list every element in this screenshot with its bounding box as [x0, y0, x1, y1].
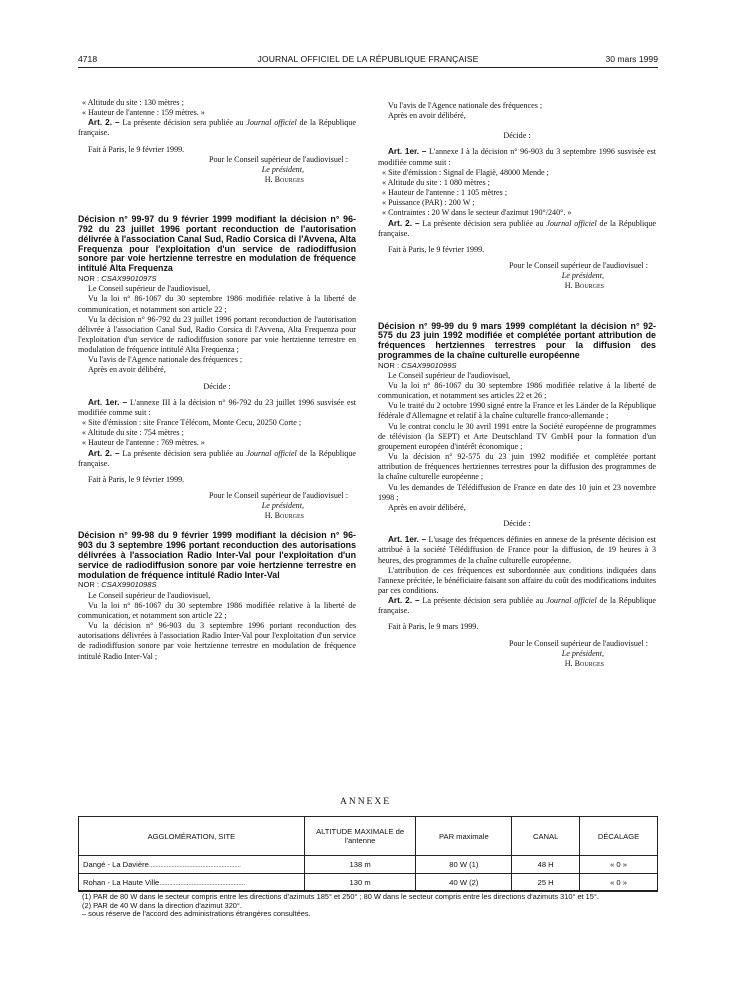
- table-cell: 48 H: [512, 856, 580, 874]
- table-cell: 130 m: [304, 874, 416, 892]
- paragraph: Le Conseil supérieur de l'audiovisuel,: [88, 590, 211, 600]
- table-header-row: [79, 817, 658, 856]
- page-number: 4718: [78, 54, 98, 64]
- paragraph: Vu la décision n° 96-792 du 23 juillet 1996 portant reconduction de l'autorisation délivrée à l'association Canal Sud, Radio Corsica di l'Avvena, Alta Frequenza pour l'exploitation d'un service de radiodiffusion sonore par voie hertzienne terrestre en modulation de fréquence intitulé Alta Frequenza ;: [78, 314, 356, 355]
- signature-for: Pour le Conseil supérieur de l'audiovisuel :: [208, 491, 348, 500]
- paragraph: Après en avoir délibéré,: [388, 111, 466, 121]
- table-cell: 25 H: [512, 874, 580, 892]
- table-row: [79, 856, 658, 874]
- signature-name: H. Bourges: [264, 511, 304, 521]
- column-header: ALTITUDE MAXIMALE de l'antenne: [304, 817, 416, 856]
- signature-for: Pour le Conseil supérieur de l'audiovisuel :: [508, 261, 648, 271]
- article-2: Art. 2. – La présente décision sera publiée au Journal officiel de la République française.: [78, 448, 356, 468]
- column-header: AGGLOMÉRATION, SITE: [79, 817, 305, 856]
- paragraph: Vu la décision n° 92-575 du 23 juin 1992 modifiée et complétée portant attribution de fréquences hertziennes terrestres pour la diffusion des programmes de la chaîne culturelle européenne ;: [378, 452, 656, 482]
- signature-name: H. Bourges: [564, 281, 604, 291]
- paragraph: Le Conseil supérieur de l'audiovisuel,: [388, 370, 511, 380]
- article-2: Art. 2. – La présente décision sera publiée au Journal officiel de la République française.: [378, 218, 656, 238]
- table-cell: « 0 »: [580, 874, 658, 892]
- fait-line: Fait à Paris, le 9 février 1999.: [88, 144, 185, 154]
- decision-title: Décision n° 99-98 du 9 février 1999 modifiant la décision n° 96-903 du 3 septembre 1996 portant reconduction des autorisations délivrées à l'association Radio Inter-Val pour l'exploitation d'un service de radiodiffusion sonore par voie hertzienne terrestre en modulation de fréquence intitulé Radio Inter-Val: [78, 530, 356, 580]
- signature-role: Le président,: [261, 501, 304, 511]
- footnote: (1) PAR de 80 W dans le secteur compris entre les directions d'azimuts 185° et 250° ; 80 W dans le secteur compris entre les directions d'azimuts 310° et 15°.: [82, 892, 599, 901]
- fait-line: Fait à Paris, le 9 février 1999.: [88, 474, 185, 484]
- decide-line: Décide :: [503, 131, 531, 141]
- nor-reference: NOR : CSAX9901098S: [78, 580, 157, 590]
- decide-line: Décide :: [503, 519, 531, 529]
- journal-title: JOURNAL OFFICIEL DE LA RÉPUBLIQUE FRANÇAISE: [257, 54, 479, 64]
- paragraph: Vu le contrat conclu le 30 avril 1991 entre la Société européenne de programmes de télévision (la SEPT) et Arte Deutschland TV GmbH pour la formation d'un groupement européen d'intérêt économique ;: [378, 421, 656, 451]
- column-header: CANAL: [512, 817, 580, 856]
- fait-line: Fait à Paris, le 9 février 1999.: [388, 244, 485, 254]
- paragraph: Après en avoir délibéré,: [388, 502, 466, 512]
- paragraph: Vu la décision n° 96-903 du 3 septembre 1996 portant reconduction des autorisations délivrées à l'association Radio Inter-Val pour l'exploitation d'un service de radiodiffusion sonore par voie hertzienne terrestre en modulation de fréquence intitulé Radio Inter-Val ;: [78, 621, 356, 661]
- decide-line: Décide :: [203, 381, 231, 391]
- left-column: [78, 98, 356, 662]
- annex-table: [78, 816, 658, 892]
- article-2: Art. 2. – La présente décision sera publiée au Journal officiel de la République française.: [378, 596, 656, 616]
- column-header: DÉCALAGE: [580, 817, 658, 856]
- decision-title: Décision n° 99-99 du 9 mars 1999 complétant la décision n° 92-575 du 23 juin 1992 modifiée et complétée portant attribution de fréquences hertziennes terrestres pour la diffusion des programmes de la chaîne culturelle européenne: [378, 320, 656, 360]
- signature-role: Le président,: [561, 648, 604, 658]
- paragraph: Vu la loi n° 86-1067 du 30 septembre 1986 modifiée relative à la liberté de communication, et notamment son article 22 ;: [78, 294, 356, 314]
- signature-name: H. Bourges: [564, 658, 604, 668]
- nor-reference: NOR : CSAX9901099S: [378, 360, 457, 370]
- paragraph: Après en avoir délibéré,: [88, 365, 166, 375]
- table-cell: Rohan - La Haute Ville.....................................................: [79, 874, 305, 892]
- list-item: « Hauteur de l'antenne : 769 mètres. »: [82, 438, 205, 448]
- paragraph: Le Conseil supérieur de l'audiovisuel,: [88, 284, 211, 294]
- paragraph: Vu le traité du 2 octobre 1990 signé entre la France et les Länder de la République fédérale d'Allemagne et relatif à la chaîne culturelle franco-allemande ;: [378, 401, 656, 421]
- table-cell: 80 W (1): [416, 856, 512, 874]
- paragraph: Vu la loi n° 86-1067 du 30 septembre 1986 modifiée relative à la liberté de communication, et notamment ses articles 22 et 26 ;: [378, 381, 656, 401]
- table-cell: Dangé - La Davière.........................................................: [79, 856, 305, 874]
- signature-role: Le président,: [561, 271, 604, 281]
- footnote: (2) PAR de 40 W dans la direction d'azimut 320°.: [82, 900, 242, 910]
- paragraph: Vu les demandes de Télédiffusion de France en date des 10 juin et 23 novembre 1998 ;: [378, 482, 656, 502]
- table-cell: 40 W (2): [416, 874, 512, 892]
- list-item: « Site d'émission : Signal de Flagiè, 48000 Mende ;: [382, 167, 549, 177]
- article-1: Art. 1er. – L'annexe I à la décision n° 96-903 du 3 septembre 1996 susvisée est modifiée comme suit :: [378, 147, 656, 167]
- column-header: PAR maximale: [416, 817, 512, 856]
- table-row: [79, 874, 658, 892]
- fait-line: Fait à Paris, le 9 mars 1999.: [388, 622, 479, 632]
- right-column: [378, 101, 656, 669]
- signature-for: Pour le Conseil supérieur de l'audiovisuel :: [208, 154, 348, 164]
- list-item: « Altitude du site : 1 080 mètres ;: [382, 177, 490, 187]
- paragraph: Vu l'avis de l'Agence nationale des fréquences ;: [388, 101, 543, 110]
- list-item: « Hauteur de l'antenne : 1 105 mètres ;: [382, 188, 508, 198]
- paragraph: Vu la loi n° 86-1067 du 30 septembre 1986 modifiée relative à la liberté de communication, et notamment son article 22 ;: [78, 600, 356, 620]
- page-header: [78, 54, 658, 68]
- nor-reference: NOR : CSAX9901097S: [78, 274, 157, 284]
- article-2: Art. 2. – La présente décision sera publiée au Journal officiel de la République française.: [78, 118, 356, 138]
- list-item: « Site d'émission : site France Télécom, Monte Cecu, 20250 Corte ;: [82, 418, 302, 428]
- list-item: « Puissance (PAR) : 200 W ;: [382, 198, 475, 208]
- list-item: « Hauteur de l'antenne : 159 mètres. »: [82, 108, 205, 118]
- decision-title: Décision n° 99-97 du 9 février 1999 modifiant la décision n° 96-792 du 23 juillet 1996 portant reconduction de l'autorisation délivrée à l'association Canal Sud, Radio Corsica di l'Avvena, Alta Frequenza pour l'exploitation d'un service de radiodiffusion sonore par voie hertzienne terrestre en modulation de fréquence intitulé Alta Frequenza: [78, 214, 356, 274]
- paragraph: Vu l'avis de l'Agence nationale des fréquences ;: [88, 355, 243, 365]
- annex-title: ANNEXE: [339, 797, 392, 807]
- list-item: « Altitude du site : 130 mètres ;: [82, 98, 184, 107]
- article-1: Art. 1er. – L'annexe III à la décision n° 96-792 du 23 juillet 1996 susvisée est modifiée comme suit :: [78, 397, 356, 417]
- annex-notes: [82, 893, 656, 919]
- issue-date: 30 mars 1999: [605, 54, 658, 64]
- table-cell: 138 m: [304, 856, 416, 874]
- footnote: – sous réserve de l'accord des administrations étrangères consultées.: [82, 909, 311, 919]
- header-rule: [78, 67, 658, 68]
- signature-name: H. Bourges: [264, 175, 304, 185]
- table-cell: « 0 »: [580, 856, 658, 874]
- article-1: Art. 1er. – L'usage des fréquences définies en annexe de la présente décision est attribué à la société Télédiffusion de France pour la diffusion, de 19 heures à 3 heures, des programmes de la chaîne culturelle européenne.: [378, 535, 656, 565]
- signature-for: Pour le Conseil supérieur de l'audiovisuel :: [508, 638, 648, 648]
- list-item: « Altitude du site : 754 mètres ;: [82, 428, 184, 438]
- list-item: « Contraintes : 20 W dans le secteur d'azimut 190°/240°. »: [382, 208, 572, 218]
- signature-role: Le président,: [261, 164, 304, 174]
- paragraph: L'attribution de ces fréquences est subordonnée aux conditions indiquées dans l'annexe précitée, le bénéficiaire faisant son affaire du coût des modifications induites par ces conditions.: [378, 565, 656, 595]
